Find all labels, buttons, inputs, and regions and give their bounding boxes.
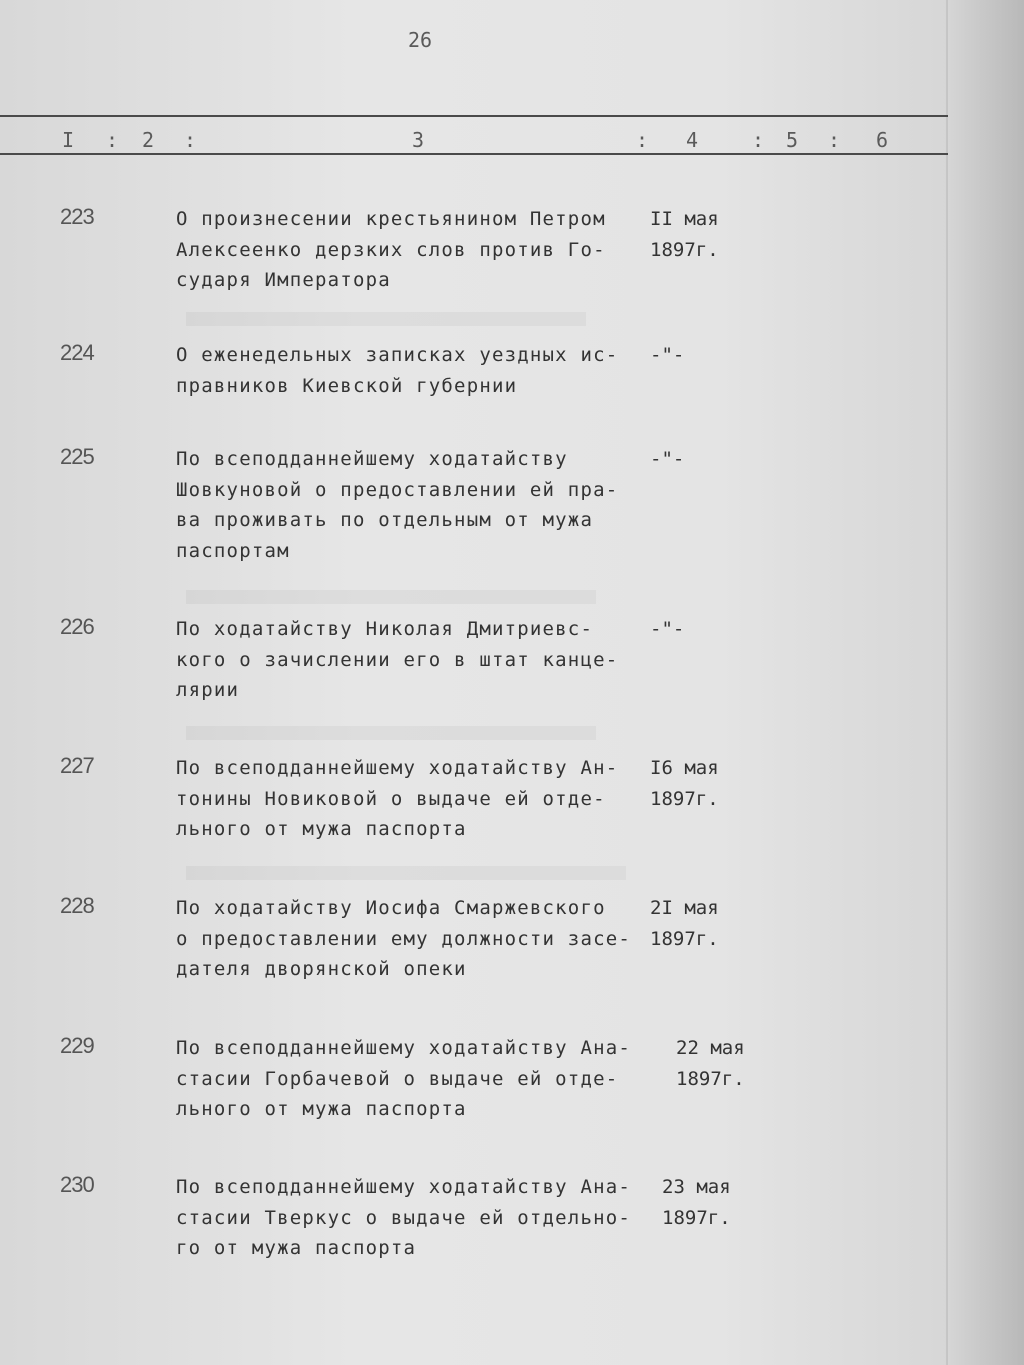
- bleed-through-mark: [186, 312, 586, 326]
- entry-number: 229: [60, 1033, 94, 1058]
- entry-number: 223: [60, 204, 94, 229]
- entry-title: По всеподданнейшему ходатайству Ана- стасии Горбачевой о выдаче ей отде- льного от мужа паспорта: [176, 1037, 632, 1120]
- entry-date: -"-: [650, 448, 685, 470]
- entry-number: 226: [60, 614, 94, 639]
- column-header-5: 5: [786, 128, 799, 152]
- bleed-through-mark: [186, 590, 596, 604]
- column-header-4: 4: [686, 128, 699, 152]
- entry-title: О еженедельных записках уездных ис- правников Киевской губернии: [176, 344, 619, 397]
- entry-title: По ходатайству Николая Дмитриевс- кого о зачислении его в штат канце- лярии: [176, 618, 619, 701]
- entry-title: По всеподданнейшему ходатайству Шовкуновой о предоставлении ей пра- ва проживать по отдельным от мужа паспортам: [176, 448, 619, 562]
- page-edge-shadow: [946, 0, 1024, 1365]
- entry-date: 23 мая 1897г.: [662, 1176, 731, 1229]
- entry-title: По всеподданнейшему ходатайству Ан- тонины Новиковой о выдаче ей отде- льного от мужа паспорта: [176, 757, 619, 840]
- bleed-through-mark: [186, 726, 596, 740]
- column-header-2: 2: [142, 128, 155, 152]
- entry-number: 227: [60, 753, 94, 778]
- bleed-through-mark: [186, 866, 626, 880]
- page-edge-line: [946, 0, 948, 1365]
- column-separator: :: [106, 128, 119, 152]
- column-separator: :: [752, 128, 765, 152]
- entry-date: 2I мая 1897г.: [650, 897, 719, 950]
- entry-number: 225: [60, 444, 94, 469]
- header-rule-bottom: [0, 153, 948, 155]
- column-separator: :: [184, 128, 197, 152]
- column-header-6: 6: [876, 128, 889, 152]
- entry-number: 230: [60, 1172, 94, 1197]
- entry-date: 22 мая 1897г.: [676, 1037, 745, 1090]
- entry-date: -"-: [650, 344, 685, 366]
- entry-title: О произнесении крестьянином Петром Алексеенко дерзких слов против Го- сударя Императора: [176, 208, 606, 291]
- column-separator: :: [636, 128, 649, 152]
- entry-date: I6 мая 1897г.: [650, 757, 719, 810]
- entry-number: 228: [60, 893, 94, 918]
- entry-date: II мая 1897г.: [650, 208, 719, 261]
- column-header-3: 3: [412, 128, 425, 152]
- column-separator: :: [828, 128, 841, 152]
- entry-number: 224: [60, 340, 94, 365]
- entry-date: -"-: [650, 618, 685, 640]
- page-number: 26: [408, 28, 433, 52]
- entry-title: По ходатайству Иосифа Смаржевского о предоставлении ему должности засе- дателя дворянской опеки: [176, 897, 632, 980]
- entry-title: По всеподданнейшему ходатайству Ана- стасии Тверкус о выдаче ей отдельно- го от мужа паспорта: [176, 1176, 632, 1259]
- column-header-1: I: [62, 128, 75, 152]
- header-rule-top: [0, 115, 948, 117]
